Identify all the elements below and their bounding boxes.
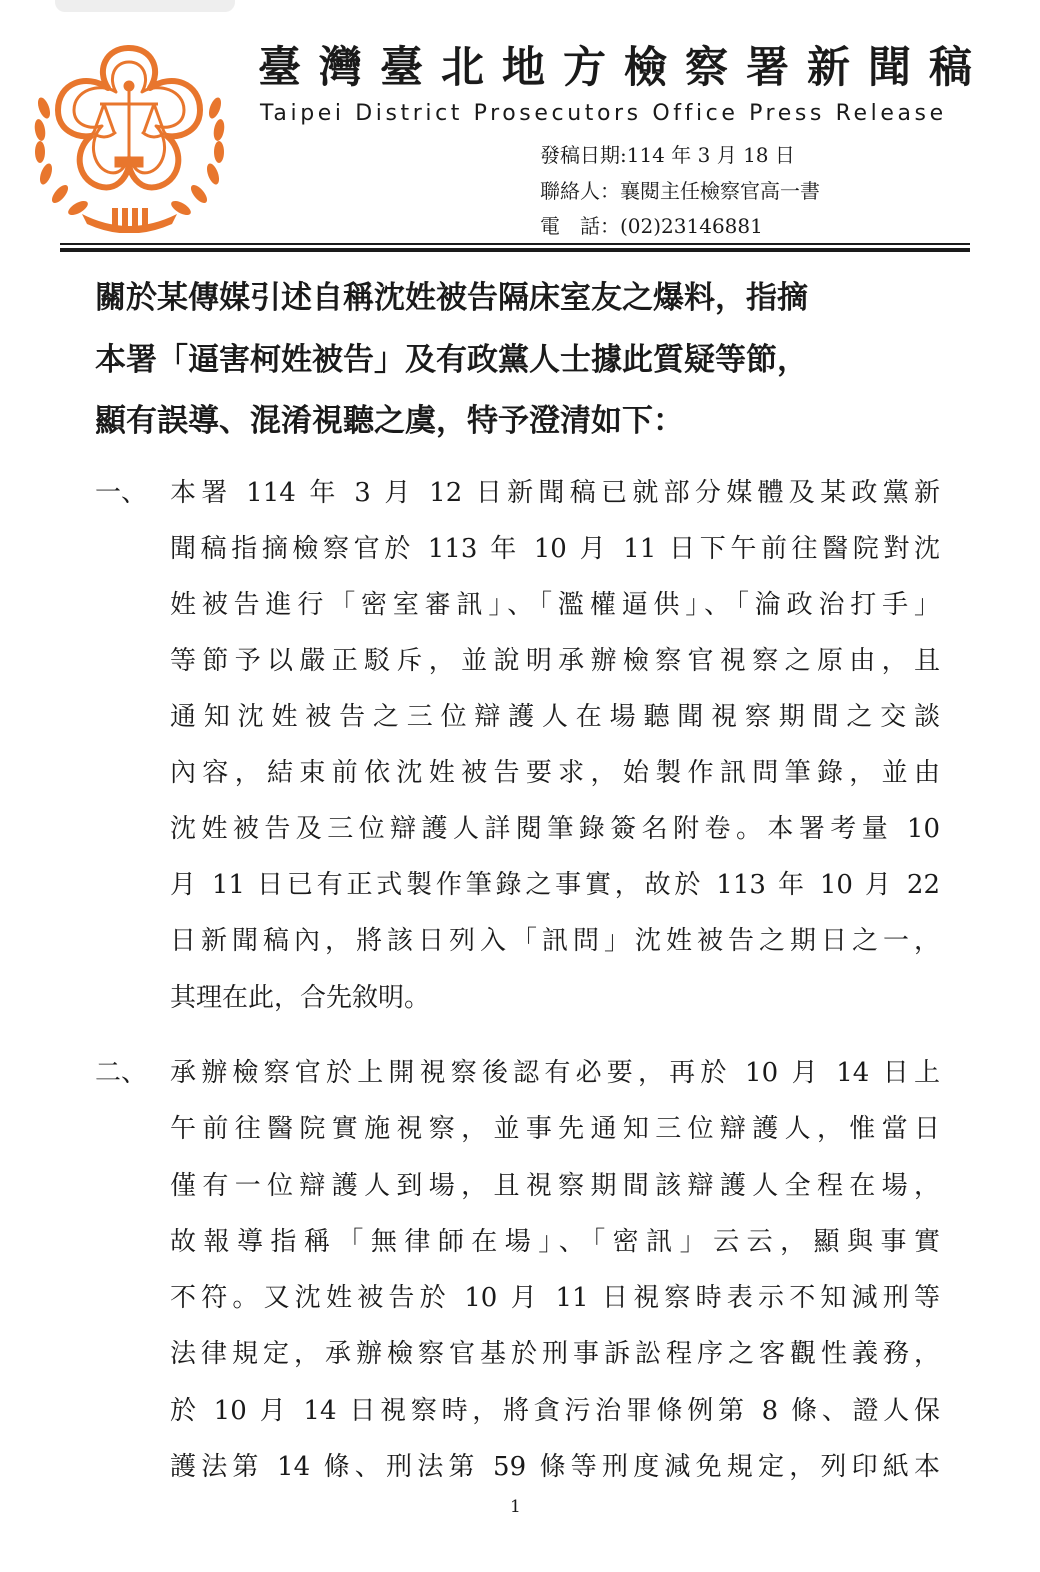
paragraph-line: 護法第 14 條、刑法第 59 條等刑度減免規定，列印紙本 — [170, 1452, 940, 1482]
page-title: 臺灣臺北地方檢察署新聞稿 — [258, 43, 990, 93]
paragraph-line: 日新聞稿內，將該日列入「訊問」沈姓被告之期日之一， — [170, 926, 940, 956]
paragraph-line: 通知沈姓被告之三位辯護人在場聽聞視察期間之交談 — [170, 702, 940, 732]
header-divider-thin — [60, 243, 970, 245]
paragraph-line: 等節予以嚴正駁斥，並說明承辦檢察官視察之原由，且 — [170, 646, 940, 676]
paragraph-line: 沈姓被告及三位辯護人詳閱筆錄簽名附卷。本署考量 10 — [170, 814, 940, 844]
header-divider-thick — [60, 248, 970, 252]
paragraph-line: 不符。又沈姓被告於 10 月 11 日視察時表示不知減刑等 — [170, 1283, 940, 1313]
paragraph-line: 承辦檢察官於上開視察後認有必要，再於 10 月 14 日上 — [170, 1058, 940, 1088]
prosecutors-office-logo — [22, 38, 237, 233]
headline-line: 關於某傳媒引述自稱沈姓被告隔床室友之爆料，指摘 — [95, 280, 808, 316]
section-marker: 二、 — [95, 1058, 148, 1088]
paragraph-line: 月 11 日已有正式製作筆錄之事實，故於 113 年 10 月 22 — [170, 870, 940, 900]
headline-line: 本署「逼害柯姓被告」及有政黨人士據此質疑等節， — [95, 342, 808, 378]
paragraph-line: 其理在此，合先敘明。 — [170, 983, 431, 1013]
contact-person: 聯絡人：襄閱主任檢察官高一書 — [540, 179, 820, 203]
paragraph-line: 聞稿指摘檢察官於 113 年 10 月 11 日下午前往醫院對沈 — [170, 534, 940, 564]
paragraph-line: 僅有一位辯護人到場，且視察期間該辯護人全程在場， — [170, 1171, 940, 1201]
paragraph-line: 故報導指稱「無律師在場」、「密訊」云云，顯與事實 — [170, 1227, 940, 1257]
paragraph-line: 內容，結束前依沈姓被告要求，始製作訊問筆錄，並由 — [170, 758, 940, 788]
section-marker: 一、 — [95, 478, 148, 508]
contact-phone: 電 話：(02)23146881 — [540, 214, 763, 238]
paragraph-line: 於 10 月 14 日視察時，將貪污治罪條例第 8 條、證人保 — [170, 1396, 940, 1426]
paragraph-line: 姓被告進行「密室審訊」、「濫權逼供」、「淪政治打手」 — [170, 590, 940, 620]
paragraph-line: 法律規定，承辦檢察官基於刑事訴訟程序之客觀性義務， — [170, 1339, 940, 1369]
headline-line: 顯有誤導、混淆視聽之虞，特予澄清如下： — [95, 403, 684, 439]
paragraph-line: 午前往醫院實施視察，並事先通知三位辯護人，惟當日 — [170, 1114, 940, 1144]
page-number: 1 — [510, 1497, 521, 1517]
page-subtitle: Taipei District Prosecutors Office Press Release — [260, 101, 947, 126]
paragraph-line: 本署 114 年 3 月 12 日新聞稿已就部分媒體及某政黨新 — [170, 478, 940, 508]
release-date: 發稿日期:114 年 3 月 18 日 — [540, 143, 795, 167]
top-scan-edge — [55, 0, 235, 12]
